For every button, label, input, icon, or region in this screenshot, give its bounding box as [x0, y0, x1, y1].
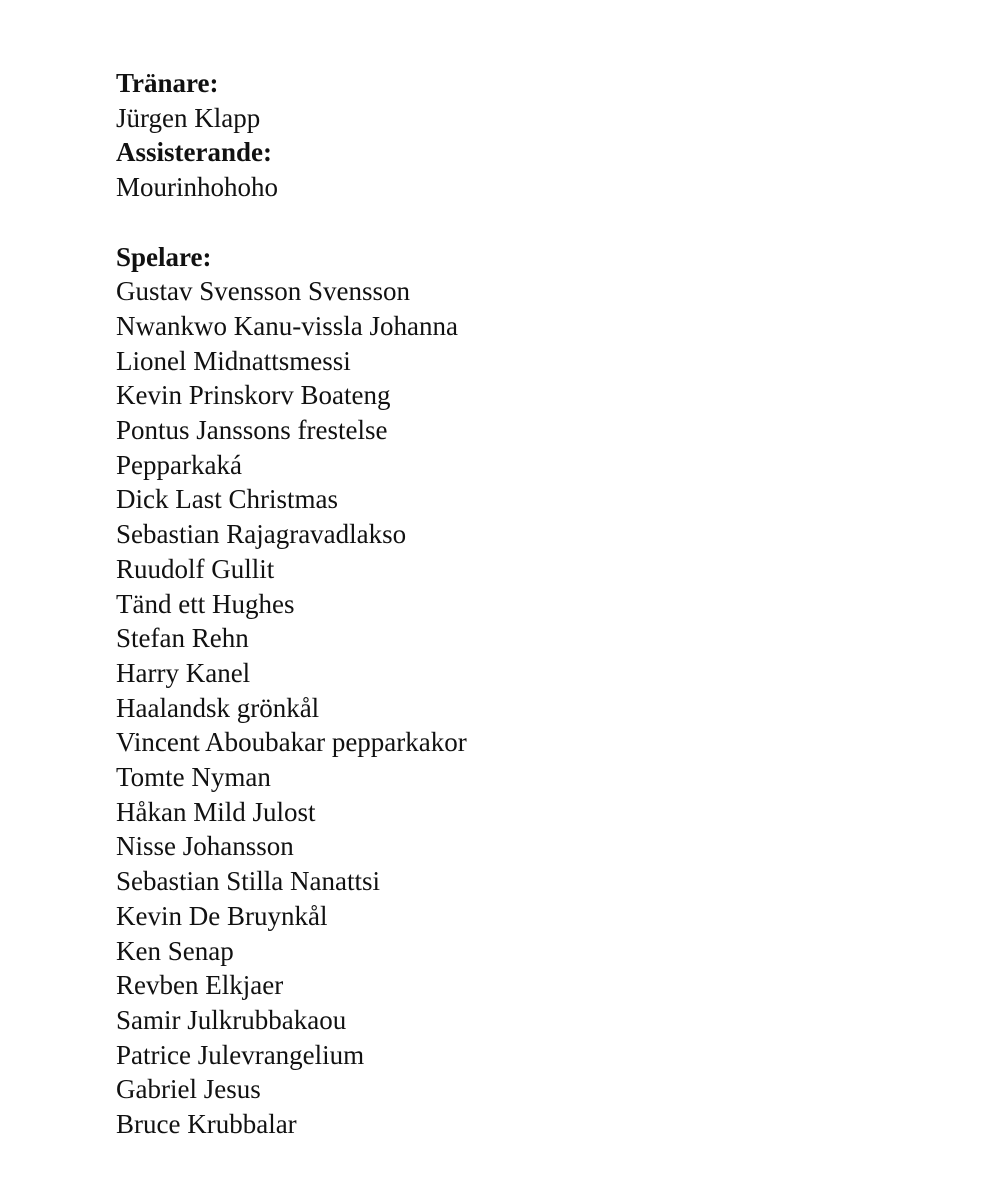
player-name: Sebastian Stilla Nanattsi: [116, 866, 380, 897]
player-name: Harry Kanel: [116, 657, 251, 688]
player-name: Vincent Aboubakar pepparkakor: [116, 727, 467, 758]
player-name: Pontus Janssons frestelse: [116, 415, 388, 446]
player-name: Nwankwo Kanu-vissla Johanna: [116, 310, 458, 341]
assistant-label: Assisterande:: [116, 137, 272, 168]
player-name: Kevin De Bruynkål: [116, 900, 328, 931]
player-name: Stefan Rehn: [116, 623, 249, 654]
player-name: Ken Senap: [116, 935, 234, 966]
coach-label: Tränare:: [116, 68, 219, 98]
player-name: Lionel Midnattsmessi: [116, 345, 351, 376]
player-name: Patrice Julevrangelium: [116, 1039, 365, 1070]
players-label: Spelare:: [116, 241, 212, 272]
section-spacer: [116, 205, 956, 240]
player-list: [116, 274, 956, 1142]
player-name: Gabriel Jesus: [116, 1074, 261, 1105]
player-name: Samir Julkrubbakaou: [116, 1004, 347, 1035]
player-name: Haalandsk grönkål: [116, 692, 320, 723]
assistant-name: Mourinhohoho: [116, 172, 278, 203]
player-name: Gustav Svensson Svensson: [116, 276, 411, 307]
document-page: [116, 66, 956, 1142]
player-name: Revben Elkjaer: [116, 970, 284, 1001]
player-name: Tänd ett Hughes: [116, 588, 295, 619]
player-name: Bruce Krubbalar: [116, 1109, 297, 1140]
player-name: Sebastian Rajagravadlakso: [116, 519, 407, 550]
player-name: Dick Last Christmas: [116, 484, 338, 515]
player-name: Tomte Nyman: [116, 762, 271, 793]
player-name: Nisse Johansson: [116, 831, 294, 862]
player-name: Pepparkaká: [116, 449, 242, 480]
player-name: Kevin Prinskorv Boateng: [116, 380, 391, 411]
player-name: Håkan Mild Julost: [116, 796, 316, 827]
coach-name: Jürgen Klapp: [116, 102, 261, 133]
player-name: Ruudolf Gullit: [116, 553, 275, 584]
